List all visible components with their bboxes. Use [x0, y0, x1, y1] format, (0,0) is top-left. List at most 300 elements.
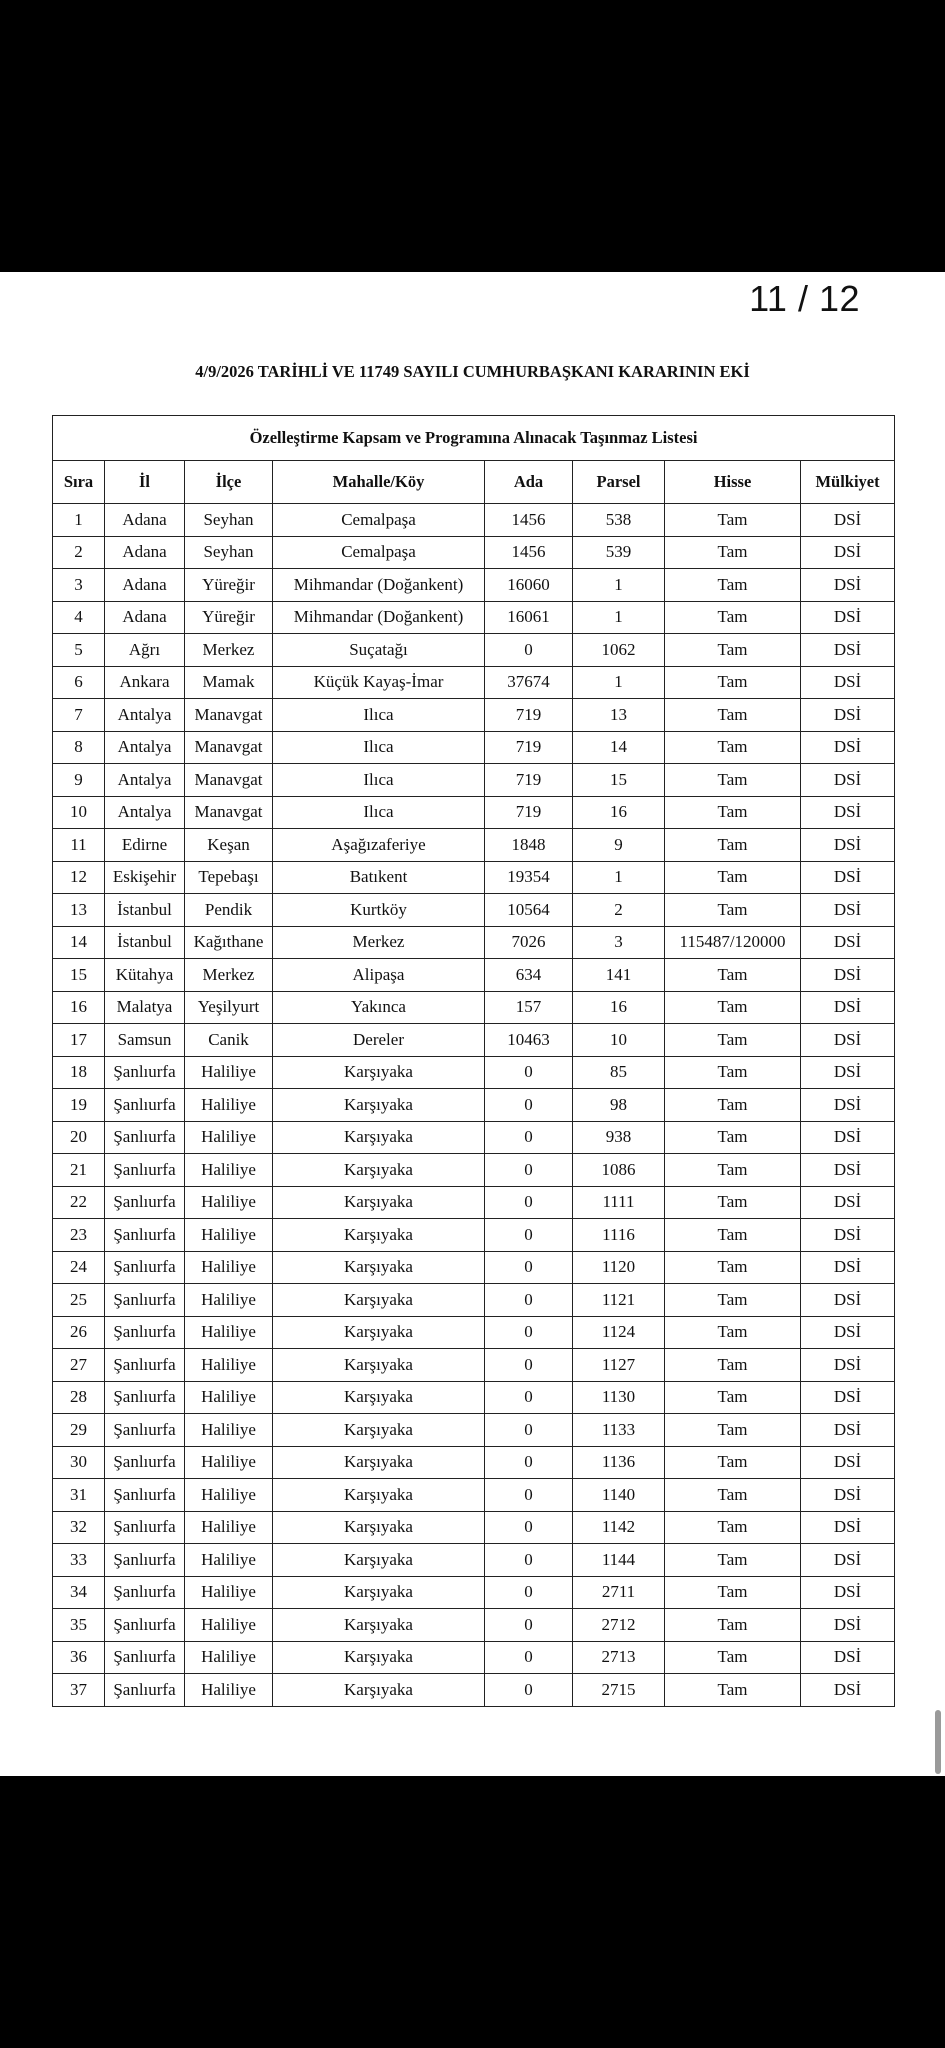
cell-sira: 23	[53, 1219, 105, 1252]
cell-ada: 719	[485, 699, 573, 732]
cell-sira: 5	[53, 634, 105, 667]
cell-ada: 0	[485, 1414, 573, 1447]
cell-parsel: 13	[573, 699, 665, 732]
cell-hisse: Tam	[665, 601, 801, 634]
cell-parsel: 1136	[573, 1446, 665, 1479]
cell-sira: 9	[53, 764, 105, 797]
table-row	[53, 764, 895, 797]
cell-hisse: Tam	[665, 1641, 801, 1674]
cell-mulkiyet: DSİ	[801, 1121, 895, 1154]
cell-parsel: 1142	[573, 1511, 665, 1544]
cell-parsel: 85	[573, 1056, 665, 1089]
cell-mulkiyet: DSİ	[801, 991, 895, 1024]
table-row	[53, 1284, 895, 1317]
cell-ilce: Haliliye	[185, 1186, 273, 1219]
column-header-hisse: Hisse	[665, 461, 801, 504]
cell-hisse: Tam	[665, 1674, 801, 1707]
cell-parsel: 98	[573, 1089, 665, 1122]
cell-mulkiyet: DSİ	[801, 1479, 895, 1512]
cell-hisse: Tam	[665, 1544, 801, 1577]
cell-ilce: Haliliye	[185, 1251, 273, 1284]
cell-mahalle: Karşıyaka	[273, 1121, 485, 1154]
cell-mulkiyet: DSİ	[801, 1089, 895, 1122]
cell-ada: 0	[485, 1154, 573, 1187]
cell-mahalle: Dereler	[273, 1024, 485, 1057]
cell-hisse: Tam	[665, 1056, 801, 1089]
cell-sira: 33	[53, 1544, 105, 1577]
cell-hisse: Tam	[665, 731, 801, 764]
table-row	[53, 1316, 895, 1349]
cell-mulkiyet: DSİ	[801, 731, 895, 764]
cell-mulkiyet: DSİ	[801, 1024, 895, 1057]
cell-ilce: Haliliye	[185, 1121, 273, 1154]
cell-mulkiyet: DSİ	[801, 1349, 895, 1382]
cell-mahalle: Merkez	[273, 926, 485, 959]
cell-mulkiyet: DSİ	[801, 796, 895, 829]
cell-il: Şanlıurfa	[105, 1349, 185, 1382]
cell-il: Edirne	[105, 829, 185, 862]
cell-hisse: Tam	[665, 796, 801, 829]
cell-mulkiyet: DSİ	[801, 666, 895, 699]
table-caption: Özelleştirme Kapsam ve Programına Alınacak Taşınmaz Listesi	[53, 416, 895, 461]
cell-sira: 8	[53, 731, 105, 764]
cell-hisse: Tam	[665, 1316, 801, 1349]
cell-il: Şanlıurfa	[105, 1154, 185, 1187]
cell-il: Şanlıurfa	[105, 1381, 185, 1414]
cell-ilce: Canik	[185, 1024, 273, 1057]
cell-mulkiyet: DSİ	[801, 634, 895, 667]
cell-parsel: 1140	[573, 1479, 665, 1512]
cell-mulkiyet: DSİ	[801, 829, 895, 862]
cell-ilce: Haliliye	[185, 1381, 273, 1414]
cell-hisse: Tam	[665, 1089, 801, 1122]
cell-ada: 0	[485, 1511, 573, 1544]
cell-mahalle: Karşıyaka	[273, 1089, 485, 1122]
cell-ada: 0	[485, 634, 573, 667]
cell-sira: 26	[53, 1316, 105, 1349]
cell-parsel: 2713	[573, 1641, 665, 1674]
cell-il: Eskişehir	[105, 861, 185, 894]
cell-parsel: 14	[573, 731, 665, 764]
cell-ilce: Haliliye	[185, 1284, 273, 1317]
cell-ada: 19354	[485, 861, 573, 894]
table-row	[53, 1446, 895, 1479]
cell-ada: 1848	[485, 829, 573, 862]
cell-mulkiyet: DSİ	[801, 1056, 895, 1089]
cell-hisse: Tam	[665, 894, 801, 927]
cell-sira: 6	[53, 666, 105, 699]
cell-mulkiyet: DSİ	[801, 1576, 895, 1609]
cell-parsel: 1121	[573, 1284, 665, 1317]
cell-sira: 14	[53, 926, 105, 959]
cell-mulkiyet: DSİ	[801, 569, 895, 602]
table-row	[53, 1641, 895, 1674]
cell-mahalle: Suçatağı	[273, 634, 485, 667]
table-row	[53, 1121, 895, 1154]
column-header-mulkiyet: Mülkiyet	[801, 461, 895, 504]
table-row	[53, 829, 895, 862]
cell-hisse: Tam	[665, 764, 801, 797]
cell-sira: 4	[53, 601, 105, 634]
cell-il: Şanlıurfa	[105, 1316, 185, 1349]
cell-hisse: Tam	[665, 991, 801, 1024]
cell-ada: 0	[485, 1121, 573, 1154]
cell-hisse: Tam	[665, 1186, 801, 1219]
cell-ilce: Haliliye	[185, 1674, 273, 1707]
column-header-mahalle: Mahalle/Köy	[273, 461, 485, 504]
cell-il: Şanlıurfa	[105, 1576, 185, 1609]
cell-hisse: 115487/120000	[665, 926, 801, 959]
cell-sira: 10	[53, 796, 105, 829]
table-row	[53, 796, 895, 829]
cell-il: Şanlıurfa	[105, 1186, 185, 1219]
cell-mulkiyet: DSİ	[801, 1154, 895, 1187]
cell-mahalle: Karşıyaka	[273, 1544, 485, 1577]
cell-hisse: Tam	[665, 1284, 801, 1317]
cell-parsel: 1111	[573, 1186, 665, 1219]
table-row	[53, 634, 895, 667]
cell-sira: 15	[53, 959, 105, 992]
cell-sira: 3	[53, 569, 105, 602]
cell-parsel: 9	[573, 829, 665, 862]
cell-mahalle: Cemalpaşa	[273, 504, 485, 537]
cell-ilce: Manavgat	[185, 796, 273, 829]
cell-sira: 22	[53, 1186, 105, 1219]
cell-mahalle: Ilıca	[273, 699, 485, 732]
cell-il: Adana	[105, 504, 185, 537]
cell-mulkiyet: DSİ	[801, 1544, 895, 1577]
cell-hisse: Tam	[665, 1154, 801, 1187]
cell-sira: 1	[53, 504, 105, 537]
cell-il: Şanlıurfa	[105, 1479, 185, 1512]
cell-mulkiyet: DSİ	[801, 1381, 895, 1414]
cell-ilce: Seyhan	[185, 504, 273, 537]
cell-hisse: Tam	[665, 1479, 801, 1512]
cell-hisse: Tam	[665, 1251, 801, 1284]
cell-ada: 0	[485, 1284, 573, 1317]
cell-mulkiyet: DSİ	[801, 536, 895, 569]
cell-ada: 0	[485, 1544, 573, 1577]
document-title: 4/9/2026 TARİHLİ VE 11749 SAYILI CUMHURBAŞKANI KARARININ EKİ	[195, 362, 750, 381]
cell-mulkiyet: DSİ	[801, 861, 895, 894]
column-header-sira: Sıra	[53, 461, 105, 504]
cell-mahalle: Karşıyaka	[273, 1381, 485, 1414]
cell-mulkiyet: DSİ	[801, 1511, 895, 1544]
cell-parsel: 141	[573, 959, 665, 992]
cell-mahalle: Karşıyaka	[273, 1674, 485, 1707]
table-row	[53, 1219, 895, 1252]
cell-mahalle: Karşıyaka	[273, 1251, 485, 1284]
cell-il: Şanlıurfa	[105, 1511, 185, 1544]
cell-hisse: Tam	[665, 1024, 801, 1057]
cell-ada: 0	[485, 1609, 573, 1642]
cell-il: İstanbul	[105, 926, 185, 959]
cell-ada: 0	[485, 1641, 573, 1674]
cell-mahalle: Karşıyaka	[273, 1414, 485, 1447]
cell-mahalle: Karşıyaka	[273, 1154, 485, 1187]
cell-mulkiyet: DSİ	[801, 504, 895, 537]
table-row	[53, 1674, 895, 1707]
cell-ilce: Haliliye	[185, 1641, 273, 1674]
cell-il: Şanlıurfa	[105, 1284, 185, 1317]
cell-sira: 21	[53, 1154, 105, 1187]
cell-ilce: Haliliye	[185, 1446, 273, 1479]
table-row	[53, 1056, 895, 1089]
cell-parsel: 1120	[573, 1251, 665, 1284]
cell-hisse: Tam	[665, 1414, 801, 1447]
cell-mulkiyet: DSİ	[801, 1284, 895, 1317]
cell-il: İstanbul	[105, 894, 185, 927]
cell-sira: 13	[53, 894, 105, 927]
cell-mahalle: Karşıyaka	[273, 1511, 485, 1544]
cell-ada: 16061	[485, 601, 573, 634]
table-header-row	[53, 461, 895, 504]
cell-il: Şanlıurfa	[105, 1544, 185, 1577]
cell-mahalle: Ilıca	[273, 731, 485, 764]
cell-il: Şanlıurfa	[105, 1121, 185, 1154]
cell-ilce: Keşan	[185, 829, 273, 862]
cell-il: Ankara	[105, 666, 185, 699]
cell-mahalle: Ilıca	[273, 796, 485, 829]
table-row	[53, 926, 895, 959]
cell-ilce: Haliliye	[185, 1414, 273, 1447]
cell-parsel: 2712	[573, 1609, 665, 1642]
column-header-ada: Ada	[485, 461, 573, 504]
cell-parsel: 10	[573, 1024, 665, 1057]
cell-sira: 36	[53, 1641, 105, 1674]
cell-il: Antalya	[105, 731, 185, 764]
cell-ada: 0	[485, 1349, 573, 1382]
cell-mahalle: Karşıyaka	[273, 1219, 485, 1252]
cell-mahalle: Yakınca	[273, 991, 485, 1024]
cell-ada: 0	[485, 1089, 573, 1122]
cell-ada: 0	[485, 1674, 573, 1707]
cell-hisse: Tam	[665, 1121, 801, 1154]
cell-ilce: Manavgat	[185, 731, 273, 764]
cell-mulkiyet: DSİ	[801, 1641, 895, 1674]
table-row	[53, 1154, 895, 1187]
table-row	[53, 1511, 895, 1544]
column-header-il: İl	[105, 461, 185, 504]
cell-mahalle: Karşıyaka	[273, 1479, 485, 1512]
cell-il: Antalya	[105, 764, 185, 797]
cell-mahalle: Küçük Kayaş-İmar	[273, 666, 485, 699]
cell-mulkiyet: DSİ	[801, 1674, 895, 1707]
cell-ada: 157	[485, 991, 573, 1024]
cell-ilce: Mamak	[185, 666, 273, 699]
cell-parsel: 1086	[573, 1154, 665, 1187]
cell-il: Şanlıurfa	[105, 1414, 185, 1447]
table-row	[53, 991, 895, 1024]
cell-ada: 719	[485, 731, 573, 764]
cell-hisse: Tam	[665, 1446, 801, 1479]
cell-ilce: Haliliye	[185, 1154, 273, 1187]
cell-ilce: Merkez	[185, 634, 273, 667]
cell-mahalle: Aşağızaferiye	[273, 829, 485, 862]
table-row	[53, 1024, 895, 1057]
cell-ilce: Kağıthane	[185, 926, 273, 959]
cell-ada: 1456	[485, 504, 573, 537]
table-row	[53, 731, 895, 764]
cell-mahalle: Karşıyaka	[273, 1316, 485, 1349]
cell-hisse: Tam	[665, 1349, 801, 1382]
cell-sira: 28	[53, 1381, 105, 1414]
cell-ada: 0	[485, 1219, 573, 1252]
cell-ilce: Haliliye	[185, 1089, 273, 1122]
cell-ada: 0	[485, 1479, 573, 1512]
table-row	[53, 504, 895, 537]
scrollbar-thumb[interactable]	[935, 1710, 941, 1774]
cell-parsel: 16	[573, 991, 665, 1024]
cell-ilce: Tepebaşı	[185, 861, 273, 894]
cell-il: Şanlıurfa	[105, 1089, 185, 1122]
cell-mulkiyet: DSİ	[801, 1609, 895, 1642]
cell-sira: 34	[53, 1576, 105, 1609]
cell-mahalle: Cemalpaşa	[273, 536, 485, 569]
table-row	[53, 666, 895, 699]
cell-ada: 16060	[485, 569, 573, 602]
cell-hisse: Tam	[665, 666, 801, 699]
cell-mahalle: Karşıyaka	[273, 1284, 485, 1317]
cell-mulkiyet: DSİ	[801, 601, 895, 634]
cell-sira: 24	[53, 1251, 105, 1284]
cell-il: Adana	[105, 601, 185, 634]
cell-ada: 0	[485, 1316, 573, 1349]
table-row	[53, 861, 895, 894]
cell-mahalle: Kurtköy	[273, 894, 485, 927]
cell-ilce: Pendik	[185, 894, 273, 927]
cell-sira: 19	[53, 1089, 105, 1122]
table-row	[53, 1381, 895, 1414]
cell-ada: 1456	[485, 536, 573, 569]
cell-ada: 0	[485, 1446, 573, 1479]
cell-il: Şanlıurfa	[105, 1056, 185, 1089]
cell-ada: 0	[485, 1251, 573, 1284]
cell-ada: 719	[485, 796, 573, 829]
cell-parsel: 1124	[573, 1316, 665, 1349]
cell-mulkiyet: DSİ	[801, 1446, 895, 1479]
cell-mahalle: Karşıyaka	[273, 1641, 485, 1674]
cell-sira: 11	[53, 829, 105, 862]
cell-parsel: 15	[573, 764, 665, 797]
cell-il: Antalya	[105, 699, 185, 732]
table-body	[53, 504, 895, 1707]
cell-ada: 0	[485, 1576, 573, 1609]
cell-mulkiyet: DSİ	[801, 1251, 895, 1284]
table-row	[53, 1479, 895, 1512]
cell-sira: 25	[53, 1284, 105, 1317]
cell-mulkiyet: DSİ	[801, 1316, 895, 1349]
table-row	[53, 894, 895, 927]
property-list-table	[52, 415, 895, 1707]
cell-ada: 719	[485, 764, 573, 797]
cell-sira: 27	[53, 1349, 105, 1382]
column-header-parsel: Parsel	[573, 461, 665, 504]
cell-hisse: Tam	[665, 959, 801, 992]
document-page[interactable]	[0, 272, 945, 1776]
cell-ada: 0	[485, 1056, 573, 1089]
table-row	[53, 959, 895, 992]
cell-hisse: Tam	[665, 1511, 801, 1544]
cell-mulkiyet: DSİ	[801, 926, 895, 959]
cell-sira: 18	[53, 1056, 105, 1089]
cell-il: Adana	[105, 569, 185, 602]
cell-mulkiyet: DSİ	[801, 764, 895, 797]
viewer-top-bar	[0, 0, 945, 272]
cell-mulkiyet: DSİ	[801, 1186, 895, 1219]
cell-il: Samsun	[105, 1024, 185, 1057]
cell-parsel: 1062	[573, 634, 665, 667]
table-row	[53, 536, 895, 569]
cell-mahalle: Ilıca	[273, 764, 485, 797]
cell-mahalle: Mihmandar (Doğankent)	[273, 601, 485, 634]
cell-mahalle: Batıkent	[273, 861, 485, 894]
cell-ada: 0	[485, 1186, 573, 1219]
cell-sira: 7	[53, 699, 105, 732]
cell-hisse: Tam	[665, 1576, 801, 1609]
cell-sira: 16	[53, 991, 105, 1024]
cell-mahalle: Karşıyaka	[273, 1056, 485, 1089]
table-row	[53, 1186, 895, 1219]
cell-parsel: 2715	[573, 1674, 665, 1707]
cell-sira: 12	[53, 861, 105, 894]
cell-parsel: 2711	[573, 1576, 665, 1609]
viewer-bottom-bar	[0, 1776, 945, 2048]
cell-il: Adana	[105, 536, 185, 569]
cell-ilce: Haliliye	[185, 1219, 273, 1252]
cell-parsel: 539	[573, 536, 665, 569]
cell-parsel: 1130	[573, 1381, 665, 1414]
table-row	[53, 601, 895, 634]
cell-parsel: 1	[573, 601, 665, 634]
cell-il: Şanlıurfa	[105, 1219, 185, 1252]
cell-mulkiyet: DSİ	[801, 699, 895, 732]
cell-ilce: Manavgat	[185, 699, 273, 732]
cell-ilce: Manavgat	[185, 764, 273, 797]
table-row	[53, 1576, 895, 1609]
cell-il: Şanlıurfa	[105, 1446, 185, 1479]
cell-sira: 31	[53, 1479, 105, 1512]
column-header-ilce: İlçe	[185, 461, 273, 504]
cell-mahalle: Karşıyaka	[273, 1349, 485, 1382]
table-row	[53, 1251, 895, 1284]
table-row	[53, 1089, 895, 1122]
cell-ilce: Haliliye	[185, 1511, 273, 1544]
cell-sira: 20	[53, 1121, 105, 1154]
cell-mulkiyet: DSİ	[801, 1414, 895, 1447]
cell-il: Ağrı	[105, 634, 185, 667]
cell-parsel: 1133	[573, 1414, 665, 1447]
cell-parsel: 1	[573, 569, 665, 602]
cell-hisse: Tam	[665, 861, 801, 894]
cell-il: Şanlıurfa	[105, 1251, 185, 1284]
cell-ilce: Seyhan	[185, 536, 273, 569]
cell-parsel: 1127	[573, 1349, 665, 1382]
cell-sira: 37	[53, 1674, 105, 1707]
cell-ilce: Haliliye	[185, 1609, 273, 1642]
cell-mahalle: Karşıyaka	[273, 1186, 485, 1219]
cell-ilce: Merkez	[185, 959, 273, 992]
cell-ada: 0	[485, 1381, 573, 1414]
cell-hisse: Tam	[665, 634, 801, 667]
cell-parsel: 1	[573, 666, 665, 699]
cell-parsel: 1144	[573, 1544, 665, 1577]
cell-mulkiyet: DSİ	[801, 894, 895, 927]
cell-sira: 2	[53, 536, 105, 569]
cell-sira: 30	[53, 1446, 105, 1479]
cell-il: Kütahya	[105, 959, 185, 992]
cell-il: Şanlıurfa	[105, 1641, 185, 1674]
